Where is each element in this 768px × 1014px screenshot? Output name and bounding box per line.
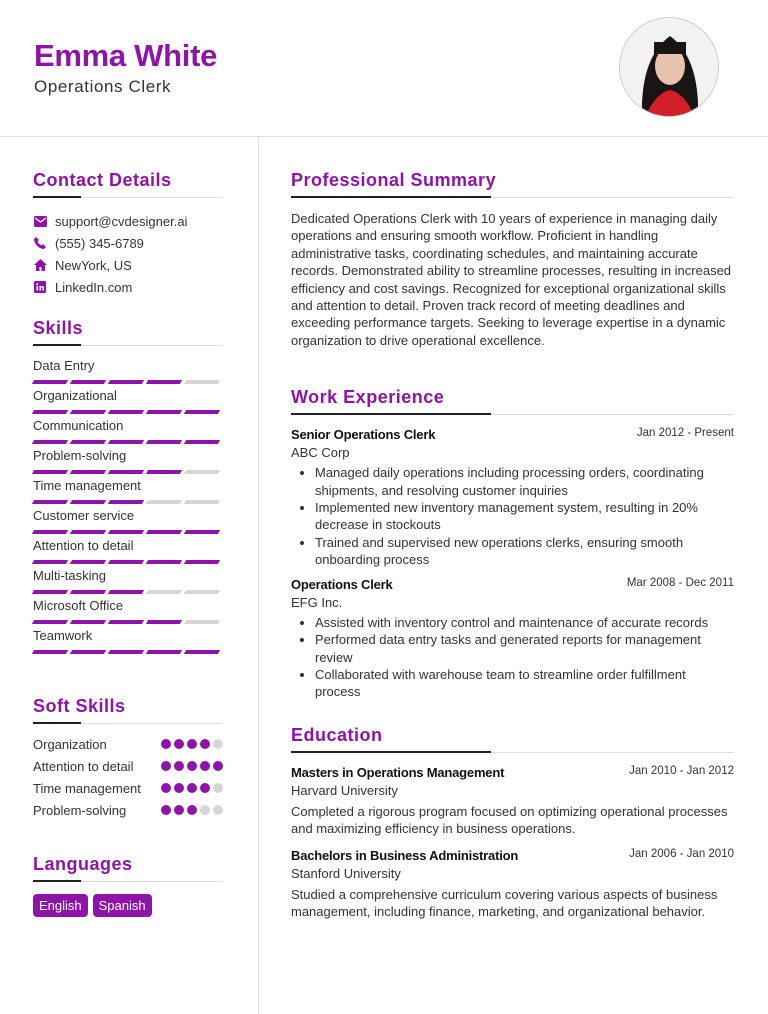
rating-dot	[213, 761, 223, 771]
skill-bar-segment	[32, 620, 68, 624]
skill-bar-segment	[32, 560, 68, 564]
soft-skills-heading: Soft Skills	[33, 696, 223, 724]
job-bullet: • Assisted with inventory control and maintenance of accurate records	[315, 614, 734, 631]
summary-heading: Professional Summary	[291, 170, 734, 198]
skill-item	[33, 508, 223, 534]
school: Stanford University	[291, 865, 401, 881]
skill-bar-segment	[146, 500, 182, 504]
education-description: Completed a rigorous program focused on optimizing operational processes and maximizing efficiency in business operations.	[291, 803, 728, 837]
skill-item	[33, 448, 223, 474]
skill-bar-segment	[108, 530, 144, 534]
education-dates: Jan 2010 - Jan 2012	[629, 764, 734, 777]
contact-text: LinkedIn.com	[55, 279, 133, 295]
skill-bar-segment	[32, 650, 68, 654]
job-bullets	[315, 464, 734, 568]
contact-item[interactable]	[33, 232, 223, 254]
skill-item	[33, 358, 223, 384]
education-header	[291, 848, 734, 863]
job-dates: Jan 2012 - Present	[636, 427, 734, 440]
skill-bar-segment	[32, 500, 68, 504]
skill-bar-segment	[184, 470, 220, 474]
soft-skill-name: Attention to detail	[33, 759, 134, 774]
skill-bar-segment	[70, 530, 106, 534]
soft-skill-name: Organization	[33, 737, 107, 752]
skills-section	[33, 318, 223, 654]
skill-bar-segment	[184, 500, 220, 504]
soft-skill-name: Problem-solving	[33, 803, 127, 818]
soft-skill-item	[33, 736, 223, 754]
soft-skill-rating	[161, 805, 223, 820]
soft-skill-rating	[161, 783, 223, 798]
skill-bar-segment	[184, 650, 220, 654]
skill-bar-segment	[108, 410, 144, 414]
education-entry	[291, 848, 734, 921]
skill-bar-segment	[146, 620, 182, 624]
skill-item	[33, 388, 223, 414]
skill-bar-segment	[146, 650, 182, 654]
right-column	[291, 170, 734, 930]
skill-bar-segment	[32, 470, 68, 474]
skill-bar-segment	[146, 410, 182, 414]
soft-skill-rating	[161, 739, 223, 754]
job-bullet: • Managed daily operations including processing orders, coordinating shipments, and resolving customer inquiries	[315, 464, 734, 499]
education-dates: Jan 2006 - Jan 2010	[629, 847, 734, 860]
skill-bar-segment	[184, 530, 220, 534]
languages-section	[33, 854, 223, 917]
skill-bar-segment	[70, 380, 106, 384]
experience-section	[291, 387, 734, 700]
job-dates: Mar 2008 - Dec 2011	[626, 576, 734, 589]
skill-bar-segment	[146, 530, 182, 534]
soft-skills-section	[33, 696, 223, 820]
language-tag: Spanish	[93, 894, 152, 917]
skill-bar-segment	[70, 650, 106, 654]
job-company: EFG Inc.	[291, 594, 343, 610]
job-position: Operations Clerk	[291, 576, 393, 592]
skill-bar-segment	[108, 590, 144, 594]
rating-dot	[161, 739, 171, 749]
rating-dot	[174, 805, 184, 815]
rating-dot	[187, 761, 197, 771]
skill-level-bar	[33, 530, 223, 534]
skill-bar-segment	[70, 410, 106, 414]
skill-level-bar	[33, 500, 223, 504]
skill-name: Organizational	[33, 388, 117, 403]
contact-text: support@cvdesigner.ai	[55, 213, 188, 229]
rating-dot	[213, 805, 223, 815]
left-column	[33, 170, 223, 917]
skill-bar-segment	[70, 590, 106, 594]
linkedin-icon	[33, 280, 47, 294]
skill-level-bar	[33, 470, 223, 474]
skill-name: Attention to detail	[33, 538, 134, 553]
degree: Bachelors in Business Administration	[291, 847, 519, 863]
skill-item	[33, 568, 223, 594]
skill-name: Multi-tasking	[33, 568, 106, 583]
skill-bar-segment	[184, 590, 220, 594]
job-company: ABC Corp	[291, 445, 350, 461]
education-entry	[291, 765, 734, 838]
skill-name: Microsoft Office	[33, 598, 124, 613]
rating-dot	[213, 783, 223, 793]
skill-bar-segment	[184, 440, 220, 444]
rating-dot	[200, 761, 210, 771]
skill-bar-segment	[70, 470, 106, 474]
skill-level-bar	[33, 440, 223, 444]
rating-dot	[187, 805, 197, 815]
skill-bar-segment	[32, 590, 68, 594]
skill-level-bar	[33, 380, 223, 384]
rating-dot	[187, 783, 197, 793]
degree: Masters in Operations Management	[291, 764, 505, 780]
job-bullet: • Trained and supervised new operations clerks, ensuring smooth onboarding process	[315, 534, 734, 569]
skill-bar-segment	[108, 440, 144, 444]
rating-dot	[161, 783, 171, 793]
skill-bar-segment	[184, 560, 220, 564]
contact-item[interactable]	[33, 254, 223, 276]
header	[0, 0, 768, 137]
soft-skill-name: Time management	[33, 781, 141, 796]
education-header	[291, 765, 734, 780]
skill-bar-segment	[184, 380, 220, 384]
rating-dot	[174, 783, 184, 793]
experience-heading: Work Experience	[291, 387, 734, 415]
skill-bar-segment	[146, 560, 182, 564]
column-divider	[258, 137, 259, 1014]
skill-bar-segment	[70, 560, 106, 564]
skill-bar-segment	[32, 440, 68, 444]
skill-bar-segment	[32, 530, 68, 534]
skill-name: Teamwork	[33, 628, 93, 643]
skill-bar-segment	[146, 470, 182, 474]
job-entry	[291, 577, 734, 701]
phone-icon	[33, 236, 47, 250]
job-bullet: • Implemented new inventory management system, resulting in 20% decrease in stockouts	[315, 499, 734, 534]
skill-level-bar	[33, 650, 223, 654]
summary-section	[291, 170, 734, 349]
skill-item	[33, 418, 223, 444]
envelope-icon	[33, 214, 47, 228]
skill-item	[33, 628, 223, 654]
job-header	[291, 577, 734, 592]
skill-bar-segment	[184, 410, 220, 414]
profile-photo	[619, 17, 719, 117]
contact-item[interactable]	[33, 276, 223, 298]
job-bullet: • Performed data entry tasks and generated reports for management review	[315, 631, 734, 666]
skill-bar-segment	[108, 560, 144, 564]
home-icon	[33, 258, 47, 272]
soft-skill-item	[33, 758, 223, 776]
education-section	[291, 725, 734, 921]
contact-text: (555) 345-6789	[55, 235, 144, 251]
skill-item	[33, 598, 223, 624]
job-title: Operations Clerk	[34, 77, 172, 96]
skill-bar-segment	[108, 500, 144, 504]
rating-dot	[200, 783, 210, 793]
job-entry	[291, 427, 734, 568]
language-tag: English	[33, 894, 88, 917]
rating-dot	[200, 805, 210, 815]
skill-bar-segment	[108, 650, 144, 654]
rating-dot	[161, 805, 171, 815]
job-bullet: • Collaborated with warehouse team to streamline order fulfillment process	[315, 666, 734, 701]
education-heading: Education	[291, 725, 734, 753]
school: Harvard University	[291, 782, 398, 798]
skill-name: Data Entry	[33, 358, 95, 373]
skill-level-bar	[33, 560, 223, 564]
skill-bar-segment	[108, 620, 144, 624]
job-position: Senior Operations Clerk	[291, 427, 436, 443]
skill-bar-segment	[70, 500, 106, 504]
contact-heading: Contact Details	[33, 170, 223, 198]
languages-heading: Languages	[33, 854, 223, 882]
contact-item[interactable]	[33, 210, 223, 232]
job-bullets	[315, 614, 734, 701]
skill-level-bar	[33, 590, 223, 594]
skill-bar-segment	[146, 590, 182, 594]
skill-item	[33, 538, 223, 564]
contact-section	[33, 170, 223, 298]
soft-skill-rating	[161, 761, 223, 776]
soft-skill-item	[33, 802, 223, 820]
skill-bar-segment	[184, 620, 220, 624]
skills-heading: Skills	[33, 318, 223, 346]
skill-bar-segment	[146, 440, 182, 444]
skill-name: Time management	[33, 478, 141, 493]
skill-bar-segment	[32, 380, 68, 384]
skill-bar-segment	[70, 620, 106, 624]
skill-bar-segment	[70, 440, 106, 444]
skill-name: Customer service	[33, 508, 135, 523]
skill-bar-segment	[32, 410, 68, 414]
job-header	[291, 427, 734, 442]
skill-bar-segment	[108, 380, 144, 384]
rating-dot	[174, 739, 184, 749]
skill-level-bar	[33, 410, 223, 414]
rating-dot	[187, 739, 197, 749]
summary-text: Dedicated Operations Clerk with 10 years of experience in managing daily operations and ensuring smooth workflow. Proficient in handling administrative tasks, coordinating schedules, and maintaining accurate records. Demonstrated ability to streamline processes, resulting in increased efficiency and cost savings. Recognized for exceptional organizational skills and attention to detail. Proven track record of meeting deadlines and exceeding performance targets. Seeking to leverage expertise in a dynamic organization to drive operational excellence.	[291, 211, 732, 348]
skill-bar-segment	[108, 470, 144, 474]
rating-dot	[161, 761, 171, 771]
rating-dot	[200, 739, 210, 749]
skill-item	[33, 478, 223, 504]
candidate-name: Emma White	[34, 38, 218, 73]
skill-level-bar	[33, 620, 223, 624]
skill-name: Communication	[33, 418, 124, 433]
education-description: Studied a comprehensive curriculum covering various aspects of business management, including finance, marketing, and organizational behavior.	[291, 886, 718, 919]
contact-text: NewYork, US	[55, 257, 132, 273]
skill-bar-segment	[146, 380, 182, 384]
rating-dot	[213, 739, 223, 749]
skill-name: Problem-solving	[33, 448, 127, 463]
rating-dot	[174, 761, 184, 771]
soft-skill-item	[33, 780, 223, 798]
